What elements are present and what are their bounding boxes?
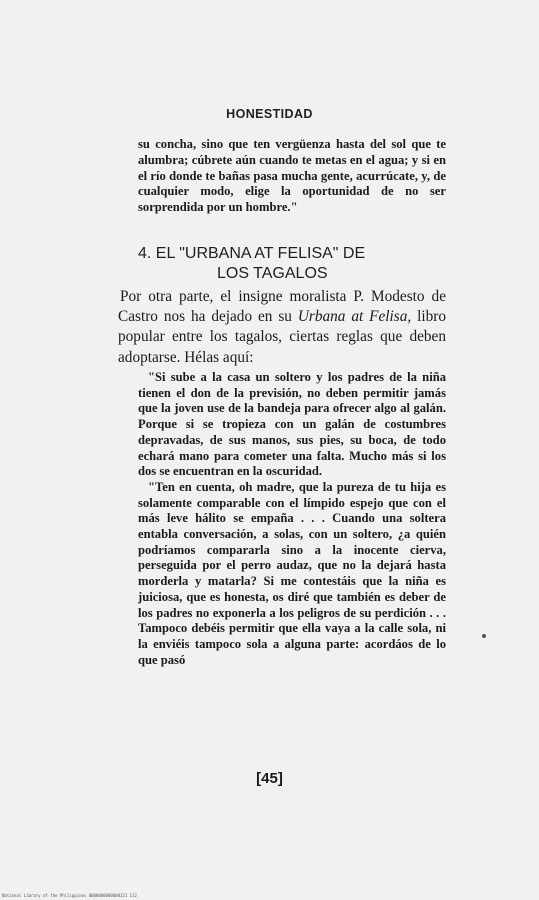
section-title <box>138 244 438 284</box>
page-number: [45] <box>256 770 283 787</box>
library-watermark: National Library of the Philippines 0000000000000121 112 <box>2 893 137 898</box>
book-title: Urbana at Felisa, <box>297 308 412 326</box>
body-paragraph <box>118 287 446 368</box>
running-header: HONESTIDAD <box>226 107 313 121</box>
section-title-line-1: 4. EL "URBANA AT FELISA" DE <box>138 245 366 262</box>
quote-paragraph-1: "Si sube a la casa un soltero y los padres de la niña tienen el don de la previsión, no deben permitir jamás que la joven use de la bandeja para ofrecer algo al galán. Porque si se tropieza con un galán de costumbres depravadas, de sus manos, sus pies, su boca, de todo echará mano para cometer una falta. Mucho más si los dos se encuentran en la oscuridad. <box>138 370 446 479</box>
paragraph-text-before: Por otra parte, el insigne moralista P. Modesto de Castro nos ha dejado en su <box>118 288 446 326</box>
quote-paragraph-2: "Ten en cuenta, oh madre, que la pureza de tu hija es solamente comparable con el límpido espejo que con el más leve hálito se empaña . . . Cuando una soltera entabla conversación, a solas, con un soltero, ¿a quién podríamos compararla sino a la inocente cierva, perseguida por el perro audaz, que no la dejará hasta morderla y matarla? Si me contestáis que la niña es juiciosa, que es honesta, os diré que también es deber de los padres no exponerla a los peligros de su perdición . . . Tampoco debéis permitir que ella vaya a la calle sola, ni la enviéis tampoco sola a alguna parte: acordáos de lo que pasó <box>138 479 446 667</box>
quote-continuation: su concha, sino que ten vergüenza hasta del sol que te alumbra; cúbrete aún cuando te metas en el agua; y si en el río donde te bañas pasa mucha gente, acurrúcate, y, de cualquier modo, elige la oportunidad de no ser sorprendida por un hombre." <box>138 137 446 215</box>
section-title-line-2: LOS TAGALOS <box>217 265 328 282</box>
paragraph-text-after: libro popular entre los tagalos, ciertas reglas que deben adoptarse. Hélas aquí: <box>118 308 446 366</box>
block-quote <box>138 370 446 668</box>
margin-speck <box>482 634 486 638</box>
